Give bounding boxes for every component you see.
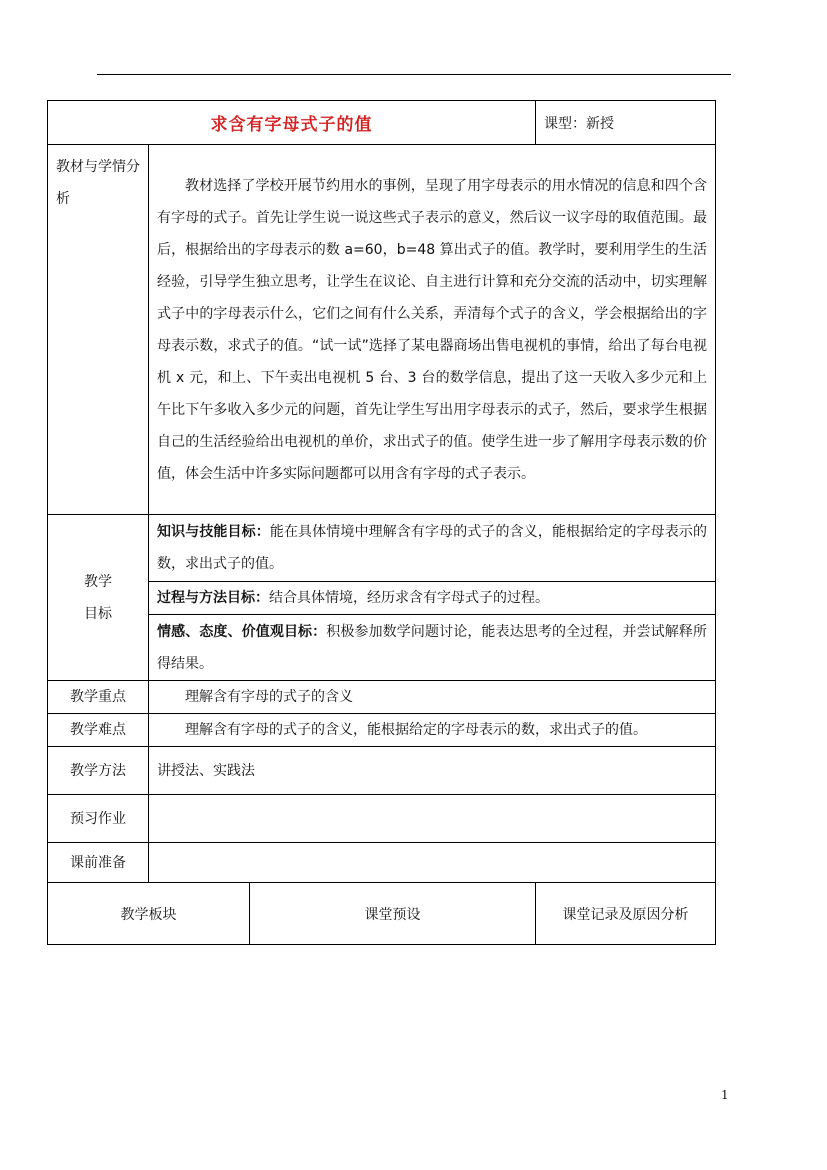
difficulty-row bbox=[48, 714, 716, 747]
goal-knowledge-head: 知识与技能目标： bbox=[157, 524, 270, 540]
goal-emotion-head: 情感、态度、价值观目标： bbox=[157, 623, 327, 640]
lesson-type: 课型：新授 bbox=[536, 101, 716, 145]
header-record: 课堂记录及原因分析 bbox=[536, 883, 716, 945]
goals-label-line-2: 目标 bbox=[84, 605, 112, 622]
method-label: 教学方法 bbox=[48, 747, 149, 795]
method-row bbox=[48, 747, 716, 795]
goal-emotion bbox=[149, 615, 716, 681]
homework-row bbox=[48, 795, 716, 843]
goal-process-row bbox=[48, 582, 716, 615]
goals-label bbox=[48, 515, 149, 681]
goal-process bbox=[149, 582, 716, 615]
analysis-label: 教材与学情分析 bbox=[48, 145, 149, 515]
goal-emotion-row bbox=[48, 615, 716, 681]
homework-text bbox=[149, 795, 716, 843]
page-number: 1 bbox=[721, 1088, 729, 1102]
preparation-label: 课前准备 bbox=[48, 843, 149, 883]
page-title: 求含有字母式子的值 bbox=[210, 115, 373, 135]
header-block: 教学板块 bbox=[48, 883, 250, 945]
difficulty-label: 教学难点 bbox=[48, 714, 149, 747]
header-preset: 课堂预设 bbox=[250, 883, 536, 945]
analysis-text: 教材选择了学校开展节约用水的事例，呈现了用字母表示的用水情况的信息和四个含有字母的式子。首先让学生说一说这些式子表示的意义，然后议一议字母的取值范围。最后，根据给出的字母表示的数 a=60，b=48 算出式子的值。教学时，要利用学生的生活经验，引导学生独立思考，让学生在议论、自主进行计算和充分交流的活动中，切实理解式子中的字母表示什么，它们之间有什么关系，弄清每个式子的含义，学会根据给出的字母表示数，求式子的值。“试一试”选择了某电器商场出售电视机的事情，给出了每台电视机 x 元，和上、下午卖出电视机 5 台、3 台的数学信息，提出了这一天收入多少元和上午比下午多收入多少元的问题，首先让学生写出用字母表示的式子，然后，要求学生根据自己的生活经验给出电视机的单价，求出式子的值。使学生进一步了解用字母表示数的价值，体会生活中许多实际问题都可以用含有字母的式子表示。 bbox=[149, 145, 716, 515]
analysis-row bbox=[48, 145, 716, 515]
key-point-row bbox=[48, 681, 716, 714]
goal-knowledge-row bbox=[48, 515, 716, 582]
difficulty-text: 理解含有字母的式子的含义，能根据给定的字母表示的数，求出式子的值。 bbox=[149, 714, 716, 747]
method-text: 讲授法、实践法 bbox=[149, 747, 716, 795]
goal-emotion-text: 积极参加数学问题讨论，能表达思考的全过程，并尝试解释所得结果。 bbox=[157, 623, 708, 672]
title-row bbox=[48, 101, 716, 145]
preparation-row bbox=[48, 843, 716, 883]
goal-knowledge-text: 能在具体情境中理解含有字母的式子的含义，能根据给定的字母表示的数，求出式子的值。 bbox=[157, 524, 707, 572]
goal-process-head: 过程与方法目标： bbox=[157, 590, 269, 606]
homework-label: 预习作业 bbox=[48, 795, 149, 843]
preparation-text bbox=[149, 843, 716, 883]
section-header-row bbox=[48, 883, 716, 945]
lesson-plan-table bbox=[47, 100, 716, 945]
header-rule bbox=[97, 74, 731, 75]
key-point-label: 教学重点 bbox=[48, 681, 149, 714]
goal-process-text: 结合具体情境，经历求含有字母式子的过程。 bbox=[269, 590, 549, 606]
goals-label-line-1: 教学 bbox=[84, 573, 112, 590]
key-point-text: 理解含有字母的式子的含义 bbox=[149, 681, 716, 714]
title-cell bbox=[48, 101, 536, 145]
goal-knowledge bbox=[149, 515, 716, 582]
